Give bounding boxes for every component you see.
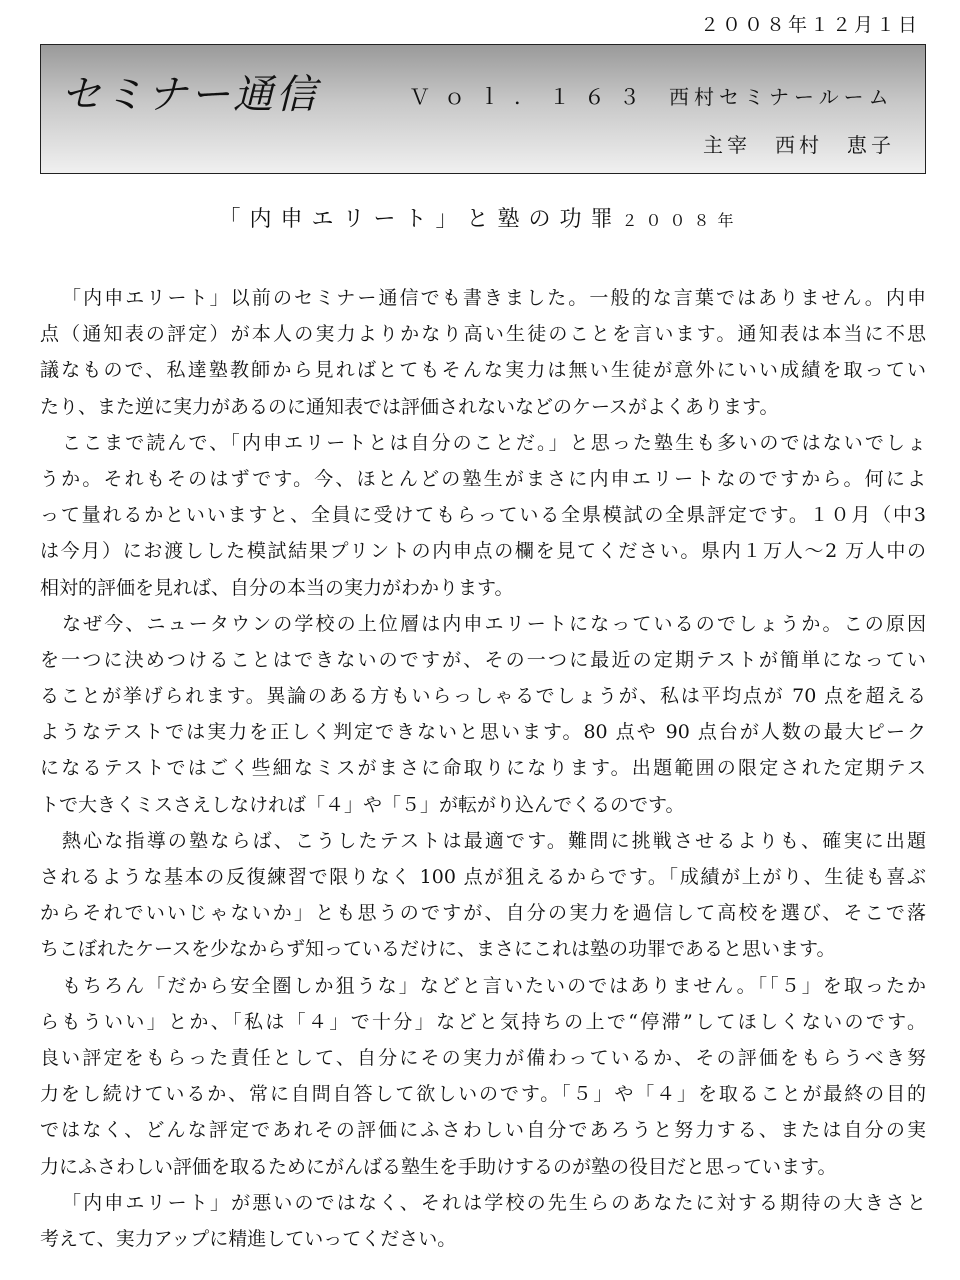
- paragraph: [40, 823, 926, 968]
- paragraph-line: トで大きくミスさえしなければ「４」や「５」が転がり込んでくるのです。: [40, 793, 685, 816]
- paragraph-line: ちこぼれたケースを少なからず知っているだけに、まさにこれは塾の功罪であると思います。: [40, 938, 836, 961]
- headline-main: 「内申エリート」と塾の功罪: [218, 207, 622, 232]
- paragraph: [40, 968, 926, 1185]
- paragraph-line: って量れるかといいますと、全員に受けてもらっている全県模試の全県評定です。１０月（中3: [40, 504, 926, 527]
- paragraph-line: は今月）にお渡しした模試結果プリントの内申点の欄を見てください。県内１万人～2 万人中の: [40, 540, 926, 563]
- paragraph-line: ではなく、どんな評定であれその評価にふさわしい自分であろうと努力する、または自分の実: [40, 1119, 926, 1142]
- organization-name: 西村セミナールーム: [669, 85, 894, 109]
- paragraph-line: 力をし続けているか、常に自問自答して欲しいのです。「５」や「４」を取ることが最終の目的: [40, 1083, 926, 1106]
- article-body: [40, 280, 926, 1257]
- paragraph: [40, 425, 926, 606]
- paragraph-line: 「内申エリート」が悪いのではなく、それは学校の先生らのあなたに対する期待の大きさと: [62, 1191, 926, 1214]
- paragraph-line: 良い評定をもらった責任として、自分にその実力が備わっているか、その評価をもらうべき努: [40, 1046, 926, 1069]
- paragraph-line: ようなテストでは実力を正しく判定できないと思います。80 点や 90 点台が人数の最大ピーク: [40, 721, 926, 744]
- paragraph-line: なぜ今、ニュータウンの学校の上位層は内申エリートになっているのでしょうか。この原因: [62, 612, 926, 635]
- paragraph-line: 点（通知表の評定）が本人の実力よりかなり高い生徒のことを言います。通知表は本当に不思: [40, 323, 926, 346]
- paragraph-line: からそれでいいじゃないか」とも思うのですが、自分の実力を過信して高校を選び、そこで落: [40, 902, 926, 925]
- paragraph-line: らもういい」とか、「私は「４」で十分」などと気持ちの上で“停滞”してほしくないのです。: [40, 1010, 926, 1033]
- paragraph-line: 熱心な指導の塾ならば、こうしたテストは最適です。難問に挑戦させるよりも、確実に出題: [62, 829, 926, 852]
- issue-date: ２００８年１２月１日: [699, 14, 920, 36]
- paragraph-line: されるような基本の反復練習で限りなく 100 点が狙えるからです。「成績が上がり、生徒も喜ぶ: [40, 866, 926, 888]
- paragraph-line: 考えて、実力アップに精進していってください。: [40, 1227, 457, 1250]
- volume-number: Ｖｏｌ．１６３: [409, 85, 654, 109]
- paragraph-line: ここまで読んで、「内申エリートとは自分のことだ。」と思った塾生も多いのではないでしょ: [62, 431, 926, 454]
- paragraph: [40, 1185, 926, 1257]
- newsletter-title: セミナー通信: [61, 72, 319, 118]
- paragraph-line: 相対的評価を見れば、自分の本当の実力がわかります。: [40, 576, 514, 599]
- article-headline: [0, 202, 960, 233]
- masthead: [40, 44, 926, 174]
- paragraph-line: 「内申エリート」以前のセミナー通信でも書きました。一般的な言葉ではありません。内申: [62, 287, 926, 309]
- headline-year: ２００８年: [621, 211, 742, 230]
- paragraph-line: ることが挙げられます。異論のある方もいらっしゃるでしょうが、私は平均点が 70 点を超える: [40, 685, 926, 708]
- paragraph-line: になるテストではごく些細なミスがまさに命取りになります。出題範囲の限定された定期テス: [40, 757, 926, 780]
- paragraph-line: うか。それもそのはずです。今、ほとんどの塾生がまさに内申エリートなのですから。何によ: [40, 467, 926, 490]
- paragraph-line: を一つに決めつけることはできないのですが、その一つに最近の定期テストが簡単になってい: [40, 648, 926, 671]
- paragraph-line: たり、また逆に実力があるのに通知表では評価されないなどのケースがよくあります。: [40, 395, 779, 418]
- paragraph-line: もちろん「だから安全圏しか狙うな」などと言いたいのではありません。「「５」を取ったか: [62, 974, 926, 997]
- paragraph-line: 議なもので、私達塾教師から見ればとてもそんな実力は無い生徒が意外にいい成績を取ってい: [40, 359, 926, 382]
- paragraph: [40, 280, 926, 425]
- paragraph: [40, 606, 926, 823]
- paragraph-line: 力にふさわしい評価を取るためにがんばる塾生を手助けするのが塾の役目だと思っています。: [40, 1155, 837, 1178]
- author-name: 主宰 西村 恵子: [703, 133, 895, 157]
